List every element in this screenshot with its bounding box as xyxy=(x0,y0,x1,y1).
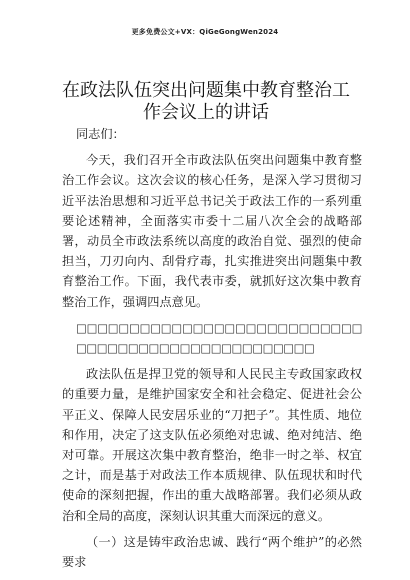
body-paragraph: 政法队伍是捍卫党的领导和人民民主专政国家政权的重要力量，是维护国家安全和社会稳定、促进社会公平正义、保障人民安居乐业的“刀把子”。其性质、地位和作用，决定了这支队伍必须绝对忠诚、绝对纯洁、绝对可靠。开展这次集中教育整治，绝非一时之举、权宜之计，而是基于对政法工作本质规律、队伍现状和时代使命的深刻把握，作出的重大战略部署。我们必须从政治和全局的高度，深刻认识其重大而深远的意义。 xyxy=(62,367,362,523)
placeholder-boxes: □□□□□□□□□□□□□□□□□□□□□□□□□□□□□□□□□□□□□□□□□□□□□□□□□□ xyxy=(76,320,362,356)
header-note: 更多免费公文+VX：QiGeGongWen2024 xyxy=(131,28,279,36)
document-body xyxy=(62,124,362,572)
opening-paragraph: 今天，我们召开全市政法队伍突出问题集中教育整治工作会议。这次会议的核心任务，是深入学习贯彻习近平法治思想和习近平总书记关于政法工作的一系列重要论述精神，全面落实市委十二届八次全会的战略部署，动员全市政法系统以高度的政治自觉、强烈的使命担当，刀刃向内、刮骨疗毒，扎实推进突出问题集中教育整治工作。下面，我代表市委，就抓好这次集中教育整治工作，强调四点意见。 xyxy=(62,153,362,309)
document-title: 在政法队伍突出问题集中教育整治工作会议上的讲话 xyxy=(62,80,350,123)
section-heading: （一）这是铸牢政治忠诚、践行“两个维护”的必然要求 xyxy=(62,534,362,570)
salutation: 同志们： xyxy=(76,127,125,141)
